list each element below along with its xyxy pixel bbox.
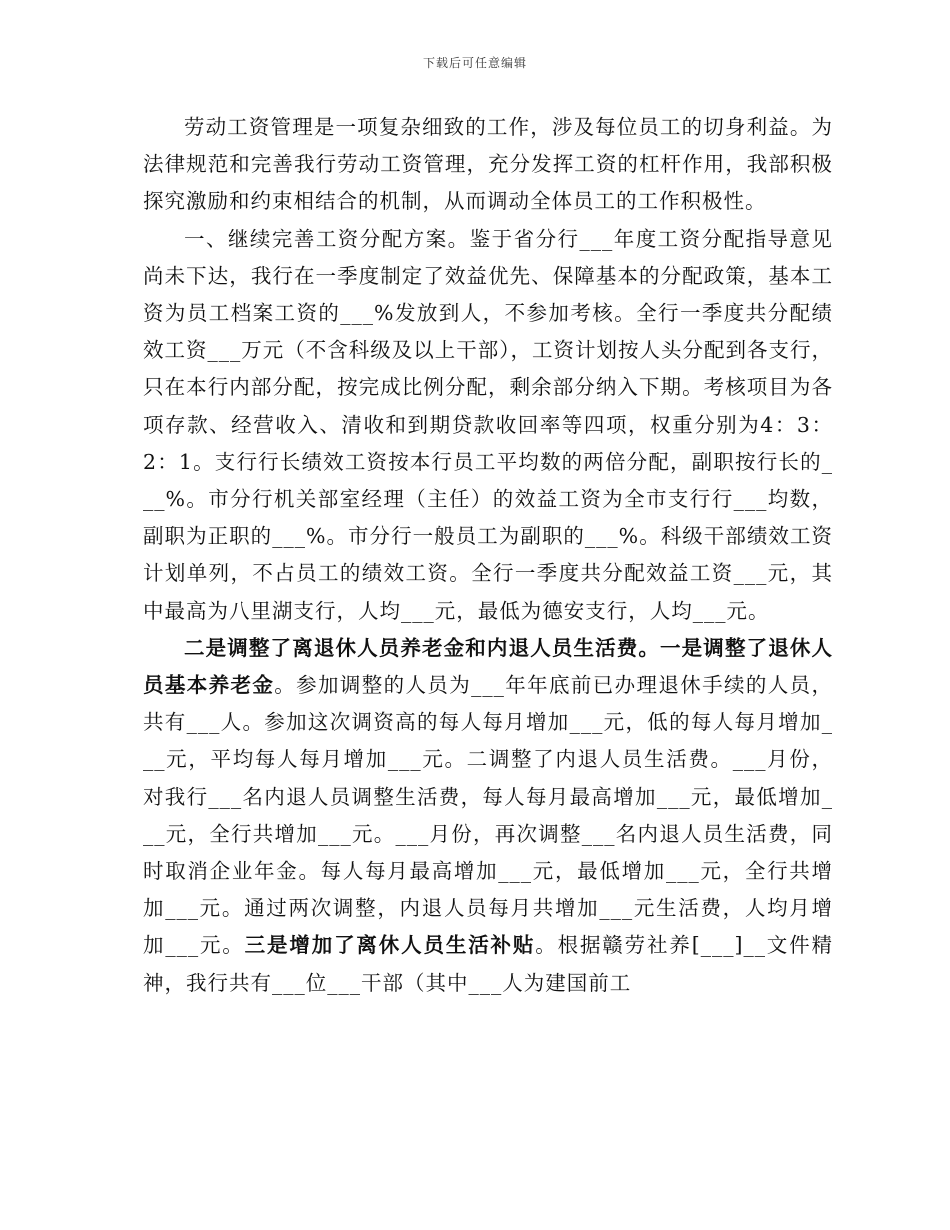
document-body bbox=[143, 109, 833, 1002]
paragraph-section-2 bbox=[143, 630, 833, 1002]
section-2-text-a: 。参加调整的人员为___年年底前已办理退休手续的人员，共有___人。参加这次调资高的每人每月增加___元，低的每人每月增加___元，平均每人每月增加___元。二调整了内退人员生活费。___月份，对我行___名内退人员调整生活费，每人每月最高增加___元，最低增加___元，全行共增加___元。___月份，再次调整___名内退人员生活费，同时取消企业年金。每人每月最高增加___元，最低增加___元，全行共增加___元。通过两次调整，内退人员每月共增加___元生活费，人均月增加___元。 bbox=[143, 673, 833, 958]
section-2-subheading: 三是增加了离休人员生活补贴 bbox=[244, 933, 536, 958]
section-2-heading: 二是调整了离退休人员养老金和内退人员生活费。一是调整了退休人员基本养老金 bbox=[143, 635, 833, 698]
paragraph-section-1: 一、继续完善工资分配方案。鉴于省分行___年度工资分配指导意见尚未下达，我行在一季度制定了效益优先、保障基本的分配政策，基本工资为员工档案工资的___%发放到人，不参加考核。全行一季度共分配绩效工资___万元（不含科级及以上干部），工资计划按人头分配到各支行，只在本行内部分配，按完成比例分配，剩余部分纳入下期。考核项目为各项存款、经营收入、清收和到期贷款收回率等四项，权重分别为4：3：2：1。支行行长绩效工资按本行员工平均数的两倍分配，副职按行长的___%。市分行机关部室经理（主任）的效益工资为全市支行行___均数，副职为正职的___%。市分行一般员工为副职的___%。科级干部绩效工资计划单列，不占员工的绩效工资。全行一季度共分配效益工资___元，其中最高为八里湖支行，人均___元，最低为德安支行，人均___元。 bbox=[143, 226, 833, 623]
paragraph-intro: 劳动工资管理是一项复杂细致的工作，涉及每位员工的切身利益。为法律规范和完善我行劳动工资管理，充分发挥工资的杠杆作用，我部积极探究激励和约束相结合的机制，从而调动全体员工的工作积极性。 bbox=[143, 115, 833, 214]
page-header: 下载后可任意编辑 bbox=[422, 56, 527, 70]
section-2-text-b: 。根据赣劳社养[___]__文件精神，我行共有___位___干部（其中___人为建国前工 bbox=[143, 933, 834, 995]
